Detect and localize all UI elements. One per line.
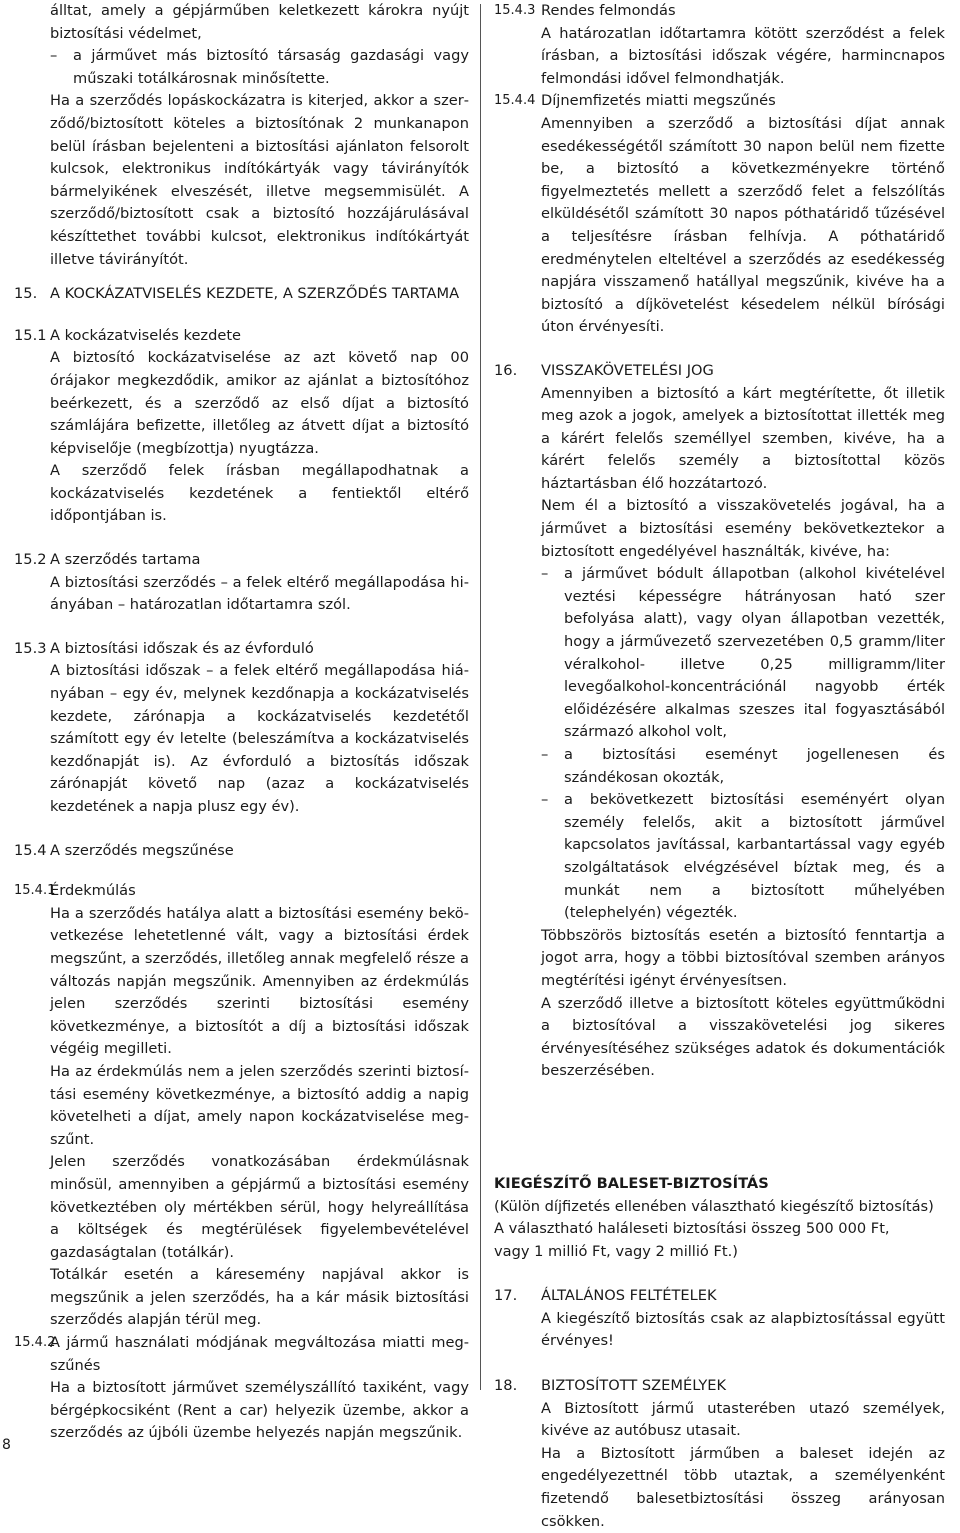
section-number: 15. [14,285,38,303]
section-heading-15-2 [14,549,469,572]
section-title: A KOCKÁZATVISELÉS KEZDETE, A SZERZŐDÉS TARTAMA [50,285,460,303]
section-heading-17 [494,1285,945,1308]
section-title: A biztosítási időszak és az évforduló [50,639,314,657]
section-number: 15.1 [14,326,47,344]
section-heading-16 [494,360,945,383]
section-heading-15-4-2 [14,1332,469,1377]
section-title: Érdekmúlás [50,882,136,900]
section-number: 15.3 [14,639,47,657]
supplement-line: vagy 1 millió Ft, vagy 2 millió Ft.) [494,1242,738,1260]
paragraph: Ha a szerződés hatálya alatt a biztosítási esemény bekövetkezése lehetetlenné vált, vagy a biztosítási érdek megszűnt, a szerződés, illetőleg annak megfelelő része a változás napján megszűnik. Amennyiben az érdekmúlás jelen szerződés szerinti biztosítási esemény következménye, a biztosítót a díj a biztosítási időszak végéig megilleti. [50,904,469,1058]
paragraph: Ha a Biztosított járműben a baleset idején az engedélyezettnél több utaztak, a személyenként fizetendő balesetbiztosítási összeg arányosan csökken. [541,1444,945,1530]
section-title: A szerződés tartama [50,551,201,569]
paragraph: A határozatlan időtartamra kötött szerződést a felek írásban, a biztosítási időszak végére, harmincnapos felmondási idővel felmondhatják. [541,24,945,87]
paragraph: A Biztosított jármű utasterében utazó személyek, kivéve az autóbusz utasait. [541,1399,945,1440]
list-item: álltat, amely a gépjárműben keletkezett károkra nyújt biztosítási védelmet, [50,2,469,42]
section-title: A szerződés megszűnése [50,841,234,859]
paragraph: Amennyiben a szerződő a biztosítási díjat annak esedékességétől számított 30 napon belül nem fizette be, a biztosító a következményekre történő figyelmeztetés mellett a szerződő felet a felszólítás elküldésétől számított 30 napos póthatáridő tűzésével a teljesítésre írásban felhívja. A póthatáridő eredménytelen elteltével a szerződés az esedékesség napjára visszamenő hatállyal megszűnik, kivéve ha a biztosító a díjkövetelést késedelem nélkül bírósági úton érvényesíti. [541,114,945,336]
list-item: – a járművet bódult állapotban (alkohol kivételével veztési képességre hátrányosan ható szer befolyása alatt), vagy olyan állapotban vezették, hogy a járművezető szervezetében 0,5 gramm/liter véralkohol- illetve 0,25 milligramm/liter levegőalkohol-koncentrációnál nagyobb érték előidézésére alkalmas szeszes ital fogyasztásából származó alkohol volt, [541,565,945,741]
section-heading-15-1 [14,325,469,348]
section-title: A kockázatviselés kezdete [50,326,242,344]
dash-marker: – [50,47,58,65]
paragraph: Jelen szerződés vonatkozásában érdekmúlásnak minősül, amennyiben a gépjármű a biztosítási esemény következtében oly mértékben sérül, hogy helyreállítása a költségek és megtérülések figyelembevételével gazdaságtalan (totálkár). [50,1153,469,1261]
section-title: Díjnemfizetés miatti megszűnés [541,92,776,110]
section-heading-15-3 [14,638,469,661]
paragraph: Ha az érdekmúlás nem a jelen szerződés szerinti biztosítási esemény következménye, a biztosító addig a napig követelheti a díjat, amely napon kockázatviselése megszűnt. [50,1062,469,1148]
dash-marker: – [541,791,549,809]
section-title: A jármű használati módjának megváltozása miatti megszűnés [50,1334,469,1374]
supplement-line: A választható haláleseti biztosítási összeg 500 000 Ft, [494,1220,890,1238]
section-number: 15.4.2 [14,1335,56,1351]
section-number: 15.2 [14,551,47,569]
paragraph: Nem él a biztosító a visszakövetelés jogával, ha a járművet a biztosítási esemény bekövetkeztekor a biztosított engedélyével használták, kivéve, ha: [541,497,945,560]
section-number: 17. [494,1287,518,1305]
dash-marker: – [541,565,549,583]
section-number: 18. [494,1377,518,1395]
list-item: – a biztosítási eseményt jogellenesen és szándékosan okozták, [541,746,945,786]
paragraph: Ha a biztosított járművet személyszállító taxiként, vagy bérgépkocsiként (Rent a car) helyezik üzembe, akkor a szerződés az újbóli üzembe helyezés napján megszűnik. [50,1379,469,1442]
section-title: BIZTOSÍTOTT SZEMÉLYEK [541,1377,727,1395]
paragraph: Többszörös biztosítás esetén a biztosító fenntartja a jogot arra, hogy a többi biztosítóval szemben arányos megtérítési igényt érvényesítsen. [541,926,945,989]
list-item: – a bekövetkezett biztosítási eseményért olyan személy felelős, akit a biztosított járművel kapcsolatos javítással, karbantartással vagy egyéb szolgáltatások elvégzésével bíztak meg, és a munkát nem a biztosított műhelyében (telephelyén) végezték. [541,791,945,922]
section-number: 15.4.1 [14,883,56,899]
paragraph: A szerződő illetve a biztosított köteles együttműködni a biztosítóval a visszakövetelési jog sikeres érvényesítéséhez szükséges adatok és dokumentációk beszerzésében. [541,994,945,1080]
supplement-line: (Külön díjfizetés ellenében választható kiegészítő biztosítás) [494,1197,934,1215]
column-divider [480,4,481,1390]
paragraph: Ha a szerződés lopáskockázatra is kiterjed, akkor a szerződő/biztosított köteles a biztosítónak 2 munkanapon belül írásban bejelenteni a biztosítási ajánlaton felsorolt kulcsok, elektronikus indítókártyák vagy távirányítók bármelyikének elveszését, illetve megsemmisülét. A szerződő/biztosított csak a biztosító hozzájárulásával készíttethet további kulcsot, elektronikus indítókártyát illetve távirányítót. [50,92,469,268]
section-title: Rendes felmondás [541,2,676,19]
section-number: 16. [494,361,518,379]
section-title: VISSZAKÖVETELÉSI JOG [541,361,714,379]
paragraph: A biztosító kockázatviselése az azt követő nap 00 órájakor megkezdődik, amikor az ajánlat a biztosítóhoz beérkezett, és a szerződő az első díjat a biztosító számlájára befizette, illetőleg az átvett díjat a biztosító képviselője (megbízottja) nyugtázza. [50,349,469,457]
paragraph: Totálkár esetén a káresemény napjával akkor is megszűnik a jelen szerződés, ha a kár másik biztosítási szerződés alapján térül meg. [50,1266,469,1329]
paragraph: A kiegészítő biztosítás csak az alapbiztosítással együtt érvényes! [541,1309,945,1350]
supplement-title: KIEGÉSZÍTŐ BALESET-BIZTOSÍTÁS [494,1174,769,1192]
section-number: 15.4.4 [494,93,536,109]
section-heading-15-4-4 [494,90,945,113]
section-heading-15-4-1 [14,880,469,903]
list-item: – a járművet más biztosító társaság gazdasági vagy műszaki totálkárosnak minősítette. [50,47,469,87]
section-number: 15.4.3 [494,3,536,18]
paragraph: A biztosítási szerződés – a felek eltérő megállapodása hiányában – határozatlan időtartamra szól. [50,573,469,614]
left-column [14,0,469,1445]
section-heading-18 [494,1375,945,1398]
section-title: ÁLTALÁNOS FELTÉTELEK [541,1287,717,1305]
section-heading-15-4 [14,840,469,863]
section-number: 15.4 [14,841,47,859]
right-column [494,0,945,1533]
paragraph: A biztosítási időszak – a felek eltérő megállapodása hiányában – egy év, melynek kezdőnapja a kockázatviselés kezdete, zárónapja a kockázatviselés kezdetétől számított egy év letelte (beleszámítva a kockázatviselés kezdőnapját is). Az évforduló a biztosítás időszak zárónapját követő nap (azaz a kockázatviselés kezdetének a napja plusz egy év). [50,662,469,815]
paragraph: Amennyiben a biztosító a kárt megtérítette, őt illetik meg azok a jogok, amelyek a biztosítottat illették meg a kárért felelős személlyel szemben, kivéve, ha a kárért felelős személy a biztosítottal közös háztartásban élő hozzátartozó. [541,384,945,492]
section-heading-15 [14,283,469,306]
section-heading-15-4-3 [494,0,945,23]
paragraph: A szerződő felek írásban megállapodhatnak a kockázatviselés kezdetének a fentiektől eltérő időpontjában is. [50,462,469,525]
dash-marker: – [541,746,549,763]
page-number: 8 [2,1437,11,1453]
